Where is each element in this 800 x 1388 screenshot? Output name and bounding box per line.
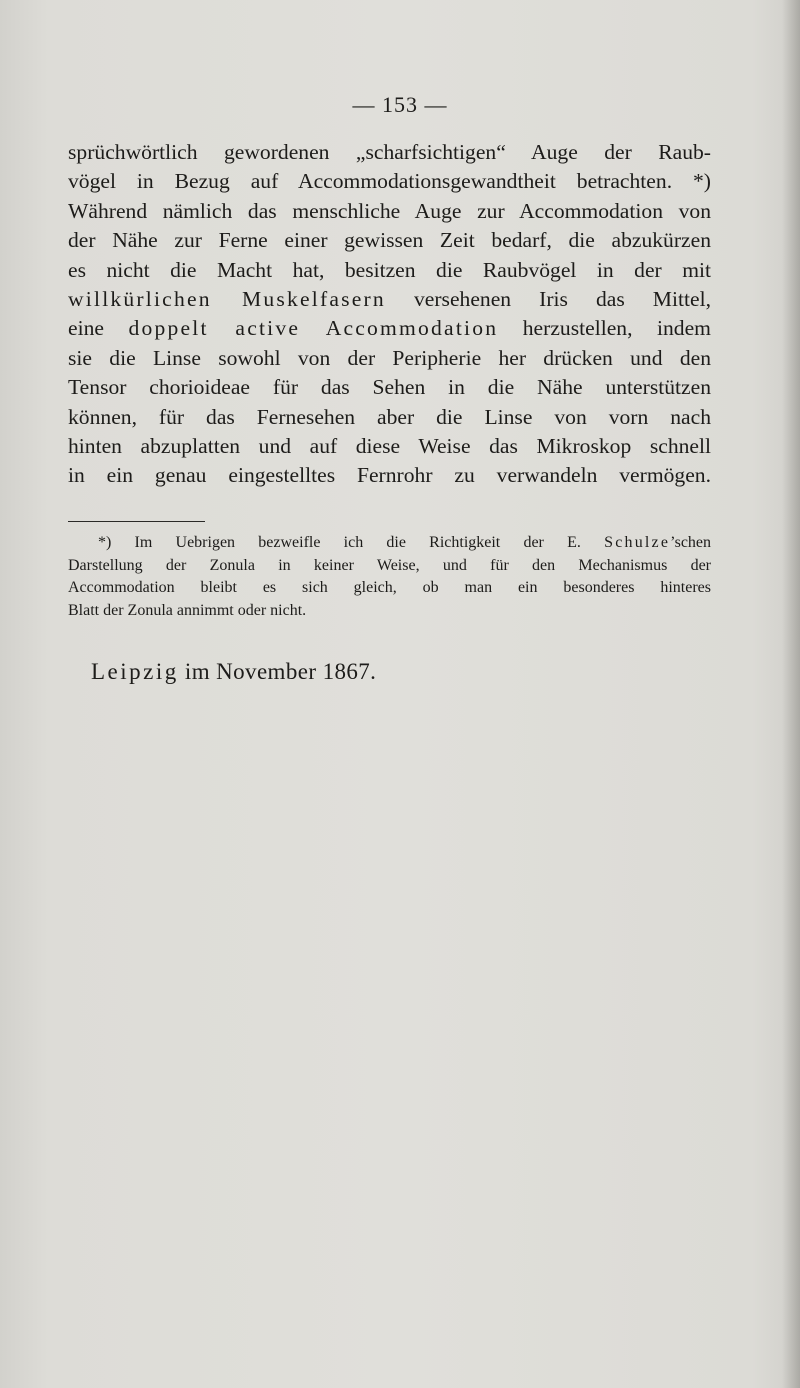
body-line-8: sie die Linse sowohl von der Peripherie her drücken und den (68, 345, 711, 370)
footnote-marker: *) (98, 534, 112, 551)
body-line-7 (68, 314, 711, 343)
footnote (68, 532, 711, 622)
footnote-name-schulze: Schulze (604, 534, 671, 551)
body-line-7-rest: herzustellen, indem (498, 316, 711, 341)
footnote-line-2: Darstellung der Zonula in keiner Weise, und für den Mechanismus der (68, 556, 711, 574)
page-edge-shadow (782, 0, 800, 1388)
body-text (68, 138, 711, 491)
body-line-5: es nicht die Macht hat, besitzen die Raubvögel in der mit (68, 257, 711, 282)
body-line-10: können, für das Fernesehen aber die Linse von vorn nach (68, 404, 711, 429)
footnote-rule (68, 521, 205, 522)
body-line-1: sprüchwörtlich gewordenen „scharfsichtigen“ Auge der Raub- (68, 140, 711, 164)
body-line-2: vögel in Bezug auf Accommodationsgewandtheit betrachten. *) (68, 169, 711, 194)
place-date-line (91, 659, 376, 685)
page-number: — 153 — (352, 92, 448, 117)
place-name: Leipzig (91, 659, 179, 684)
footnote-line-4: Blatt der Zonula annimmt oder nicht. (68, 601, 307, 619)
footnote-line-1-a: Im Uebrigen bezweifle ich die Richtigkeit der E. (134, 534, 581, 551)
body-line-4: der Nähe zur Ferne einer gewissen Zeit bedarf, die abzukürzen (68, 228, 711, 253)
body-line-11: hinten abzuplatten und auf diese Weise das Mikroskop schnell (68, 434, 711, 459)
body-line-6 (68, 285, 711, 314)
body-line-12: in ein genau eingestelltes Fernrohr zu verwandeln vermögen. (68, 463, 711, 488)
emphasis-muskelfasern: willkürlichen Muskelfasern (68, 287, 386, 312)
date-text: im November 1867. (184, 659, 377, 684)
footnote-line-1-b: ’schen (670, 534, 712, 551)
body-line-6-rest: versehenen Iris das Mittel, (413, 287, 711, 312)
emphasis-accommodation: doppelt active Accommodation (128, 316, 499, 341)
body-line-7-start: eine (68, 316, 129, 341)
body-line-9: Tensor chorioideae für das Sehen in die Nähe unterstützen (68, 375, 711, 400)
body-line-3: Während nämlich das menschliche Auge zur Accommodation von (68, 198, 711, 223)
footnote-line-3: Accommodation bleibt es sich gleich, ob man ein besonderes hinteres (68, 579, 711, 596)
footnote-line-1 (68, 532, 711, 555)
